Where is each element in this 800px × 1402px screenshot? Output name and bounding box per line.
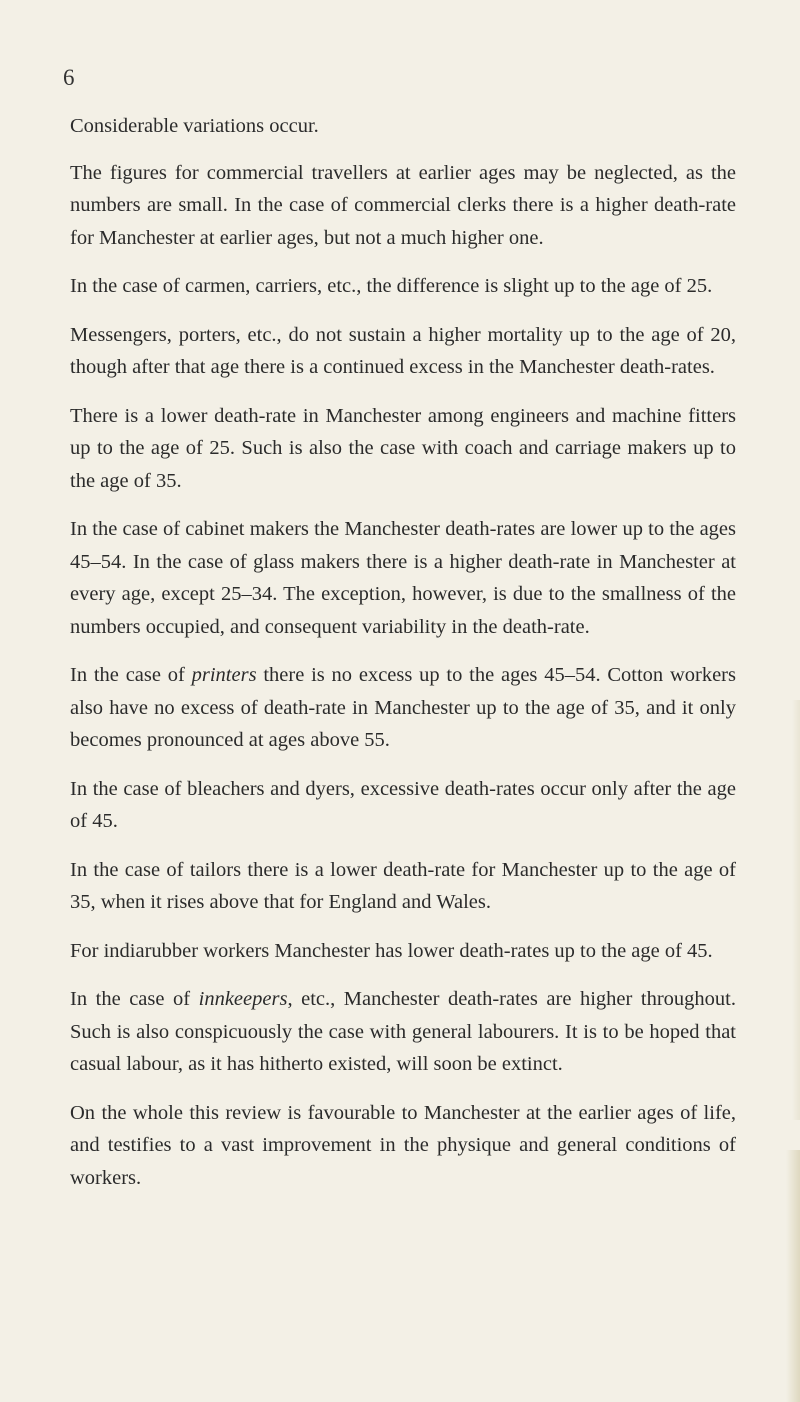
- paragraph-printers-italic: printers: [191, 664, 257, 686]
- paragraph-carmen: In the case of carmen, carriers, etc., the difference is slight up to the age of 25.: [70, 275, 713, 297]
- page-edge-discoloration: [792, 700, 800, 1120]
- paragraph-engineers: There is a lower death-rate in Manchester among engineers and machine fitters up to the age of 25. Such is also the case with coach and carriage makers up to the age of 35.: [70, 404, 736, 492]
- body-text: [70, 110, 736, 1210]
- paragraph-innkeepers-after: , etc., Manchester death-rates are higher throughout. Such is also conspicuously the case with general labourers. It is to be hoped that casual labour, as it has hitherto existed, will soon be extinct.: [70, 988, 736, 1075]
- paragraph-commercial: The figures for commercial travellers at earlier ages may be neglected, as the numbers are small. In the case of commercial clerks there is a higher death-rate for Manchester at earlier ages, but not a much higher one.: [70, 161, 736, 249]
- page-number: 6: [63, 65, 75, 90]
- paragraph-innkeepers-before: In the case of: [70, 988, 199, 1010]
- paragraph-messengers: Messengers, porters, etc., do not sustain a higher mortality up to the age of 20, though after that age there is a continued excess in the Manchester death-rates.: [70, 323, 736, 378]
- paragraph-innkeepers: [70, 983, 736, 1081]
- paragraph-printers-before: In the case of: [70, 664, 192, 686]
- page-edge-stain: [786, 1150, 800, 1402]
- paragraph-intro: Considerable variations occur.: [70, 115, 319, 137]
- paragraph-cabinet-makers: In the case of cabinet makers the Manchester death-rates are lower up to the ages 45–54. In the case of glass makers there is a higher death-rate in Manchester at every age, except 25–34. The exception, however, is due to the smallness of the numbers occupied, and consequent variability in the death-rate.: [70, 518, 736, 638]
- paragraph-tailors: In the case of tailors there is a lower death-rate for Manchester up to the age of 35, when it rises above that for England and Wales.: [70, 858, 736, 913]
- paragraph-bleachers: In the case of bleachers and dyers, excessive death-rates occur only after the age of 45.: [70, 777, 736, 832]
- paragraph-printers-after: there is no excess up to the ages 45–54. Cotton workers also have no excess of death-rate in Manchester up to the age of 35, and it only becomes pronounced at ages above 55.: [70, 664, 736, 751]
- paragraph-printers: [70, 659, 736, 757]
- paragraph-conclusion: On the whole this review is favourable to Manchester at the earlier ages of life, and testifies to a vast improvement in the physique and general conditions of workers.: [70, 1101, 736, 1189]
- paragraph-indiarubber: For indiarubber workers Manchester has lower death-rates up to the age of 45.: [70, 939, 713, 962]
- paragraph-innkeepers-italic: innkeepers: [198, 988, 288, 1010]
